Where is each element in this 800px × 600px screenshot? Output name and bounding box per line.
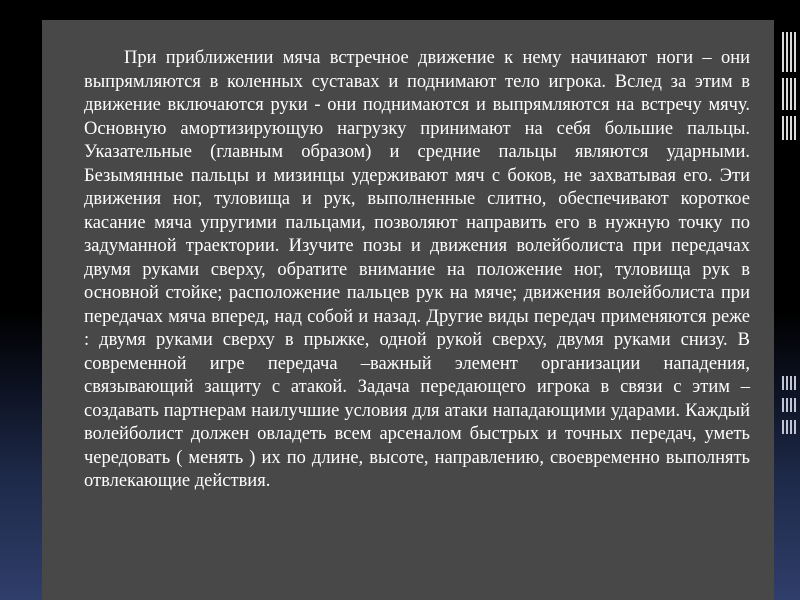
decorative-stripes-bottom bbox=[782, 376, 796, 434]
decorative-stripes-top bbox=[782, 32, 796, 140]
stripe-decoration bbox=[782, 32, 796, 72]
body-paragraph: При приближении мяча встречное движение к нему начинают ноги – они выпрямляются в коленных суставах и поднимают тело игрока. Вслед за этим в движение включаются руки - они поднимаются и выпрямляются на встречу мячу. Основную амортизирующую нагрузку принимают на себя большие пальцы. Указательные (главным образом) и средние пальцы являются ударными. Безымянные пальцы и мизинцы удерживают мяч с боков, не захватывая его. Эти движения ног, туловища и рук, выполненные слитно, обеспечивают короткое касание мяча упругими пальцами, позволяют направить его в нужную точку по задуманной траектории. Изучите позы и движения волейболиста при передачах двумя руками сверху, обратите внимание на положение ног, туловища рук в основной стойке; расположение пальцев рук на мяче; движения волейболиста при передачах мяча вперед, над собой и назад. Другие виды передач применяются реже : двумя руками сверху в прыжке, одной рукой сверху, двумя руками снизу. В современной игре передача –важный элемент организации нападения, связывающий защиту с атакой. Задача передающего игрока в связи с этим – создавать партнерам наилучшие условия для атаки нападающими ударами. Каждый волейболист должен овладеть всем арсеналом быстрых и точных передач, уметь чередовать ( менять ) их по длине, высоте, направлению, своевременно выполнять отвлекающие действия. bbox=[84, 48, 750, 491]
stripe-decoration bbox=[782, 78, 796, 110]
stripe-decoration bbox=[782, 398, 796, 412]
stripe-decoration bbox=[782, 420, 796, 434]
text-panel bbox=[42, 20, 774, 600]
stripe-decoration bbox=[782, 116, 796, 140]
stripe-decoration bbox=[782, 376, 796, 390]
